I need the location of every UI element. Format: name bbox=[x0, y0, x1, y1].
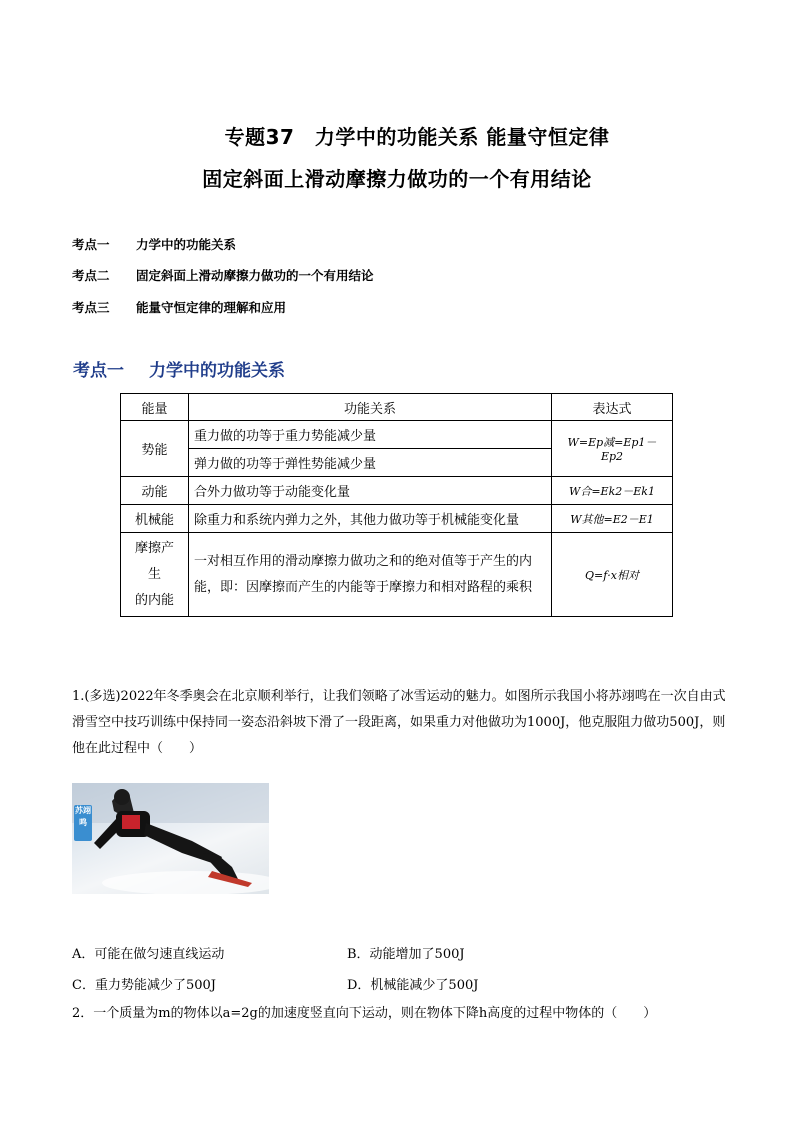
energy-cell: 机械能 bbox=[121, 505, 189, 533]
toc-item-1 bbox=[72, 235, 236, 253]
formula-cell bbox=[552, 421, 673, 477]
energy-cell: 势能 bbox=[121, 421, 189, 477]
toc-key: 考点二 bbox=[72, 268, 110, 283]
snowboarder-photo bbox=[72, 783, 269, 894]
section-text: 力学中的功能关系 bbox=[149, 361, 285, 381]
section-key: 考点一 bbox=[73, 361, 124, 381]
toc-key: 考点一 bbox=[72, 237, 110, 252]
option-b: B．动能增加了500J bbox=[347, 947, 465, 962]
relation-cell: 除重力和系统内弹力之外，其他力做功等于机械能变化量 bbox=[189, 505, 552, 533]
table-row bbox=[121, 505, 673, 533]
toc-key: 考点三 bbox=[72, 300, 110, 315]
table-header: 表达式 bbox=[552, 394, 673, 421]
option-c: C．重力势能减少了500J bbox=[72, 978, 216, 993]
energy-line: 的内能 bbox=[134, 592, 174, 608]
energy-relation-table bbox=[120, 393, 673, 617]
toc-text: 固定斜面上滑动摩擦力做功的一个有用结论 bbox=[136, 268, 374, 283]
relation-cell: 一对相互作用的滑动摩擦力做功之和的绝对值等于产生的内能，即：因摩擦而产生的内能等于摩擦力和相对路程的乘积 bbox=[189, 533, 552, 617]
relation-cell: 合外力做功等于动能变化量 bbox=[189, 477, 552, 505]
page-title: 专题37 力学中的功能关系 能量守恒定律 bbox=[224, 125, 610, 149]
formula-cell: Q=f·x相对 bbox=[552, 533, 673, 617]
page-subtitle: 固定斜面上滑动摩擦力做功的一个有用结论 bbox=[202, 167, 592, 191]
relation-cell: 重力做的功等于重力势能减少量 bbox=[189, 421, 552, 449]
photo-logo: 苏翊鸣 bbox=[74, 805, 92, 841]
toc-item-2 bbox=[72, 266, 374, 284]
energy-cell bbox=[121, 533, 189, 617]
table-header: 能量 bbox=[121, 394, 189, 421]
table-row bbox=[121, 533, 673, 617]
energy-line: 生 bbox=[147, 566, 161, 582]
question-1-text: 1.(多选)2022年冬季奥会在北京顺利举行，让我们领略了冰雪运动的魅力。如图所示我国小将苏翊鸣在一次自由式滑雪空中技巧训练中保持同一姿态沿斜坡下滑了一段距离，如果重力对他做功为1000J，他克服阻力做功500J，则他在此过程中（ ） bbox=[72, 689, 726, 756]
snowboarder-illustration bbox=[72, 783, 269, 894]
option-a: A．可能在做匀速直线运动 bbox=[72, 947, 225, 962]
section-heading bbox=[73, 356, 285, 381]
table-row bbox=[121, 477, 673, 505]
formula: W=Ep减=Ep1－Ep2 bbox=[567, 436, 657, 463]
table-header: 功能关系 bbox=[189, 394, 552, 421]
energy-line: 摩擦产 bbox=[134, 540, 174, 556]
toc-text: 能量守恒定律的理解和应用 bbox=[136, 300, 287, 315]
formula-cell: W其他=E2－E1 bbox=[552, 505, 673, 533]
table-row bbox=[121, 421, 673, 449]
toc-text: 力学中的功能关系 bbox=[136, 237, 237, 252]
toc-item-3 bbox=[72, 298, 286, 316]
formula-cell: W合=Ek2－Ek1 bbox=[552, 477, 673, 505]
option-d: D．机械能减少了500J bbox=[347, 978, 479, 993]
energy-cell: 动能 bbox=[121, 477, 189, 505]
table-header-row bbox=[121, 394, 673, 421]
question-2-text: 2．一个质量为m的物体以a=2g的加速度竖直向下运动，则在物体下降h高度的过程中物体的（ ） bbox=[72, 1006, 657, 1021]
relation-cell: 弹力做的功等于弹性势能减少量 bbox=[189, 449, 552, 477]
